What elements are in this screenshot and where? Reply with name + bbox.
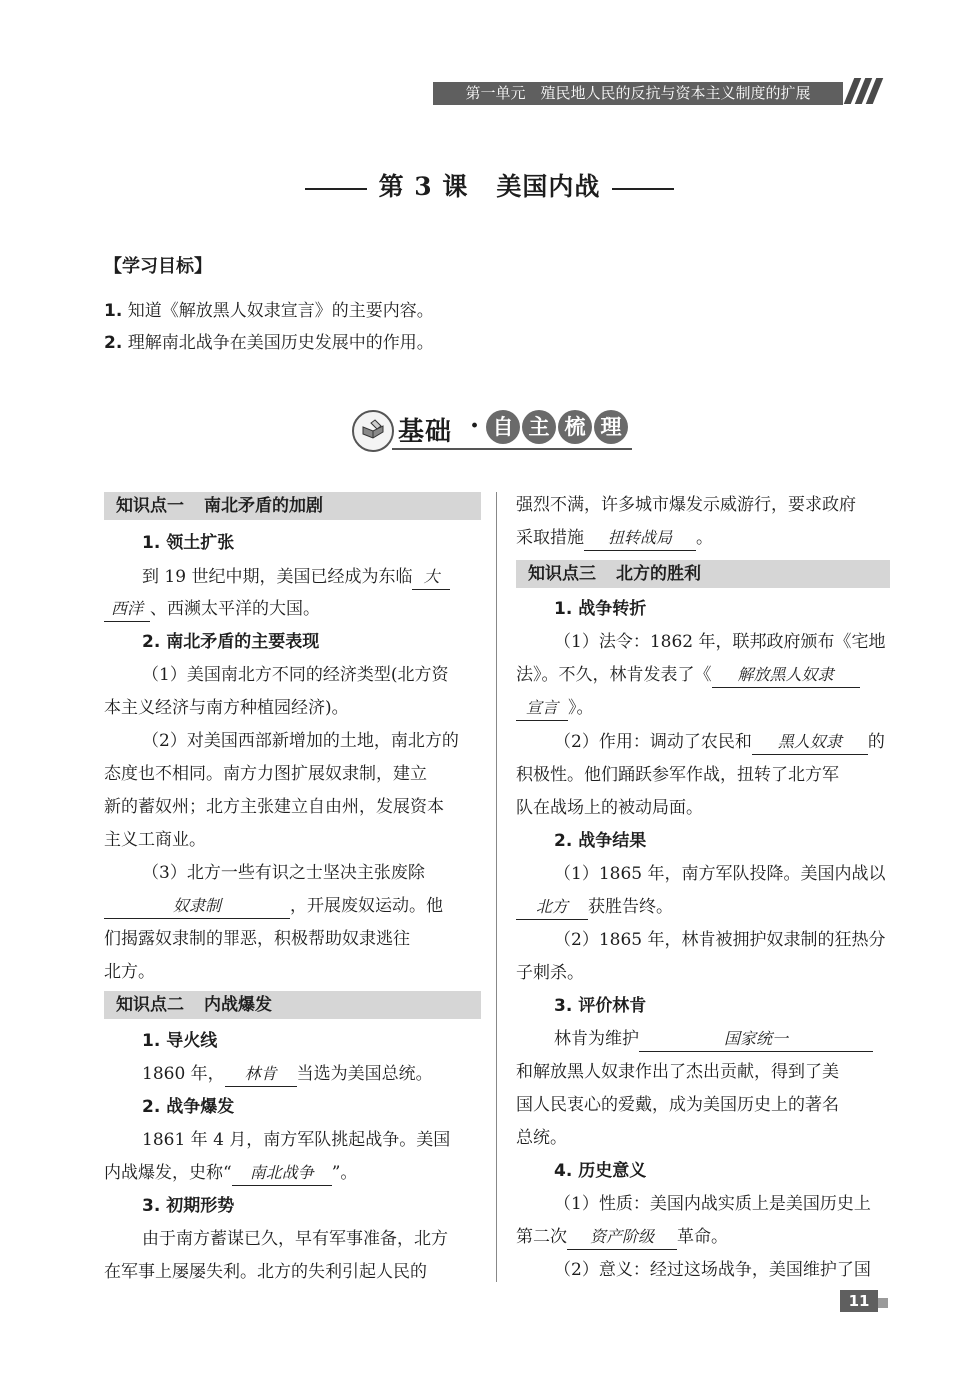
page-number-tab xyxy=(878,1298,888,1308)
banner-char: 主 xyxy=(522,410,556,444)
subheading: 4. 历史意义 xyxy=(554,1161,647,1181)
text: 、西濒太平洋的大国。 xyxy=(150,599,320,619)
text-line: 北方。 xyxy=(104,962,155,982)
text-line: 积极性。他们踊跃参军作战，扭转了北方军 xyxy=(516,765,839,785)
unit-header: 第一单元 殖民地人民的反抗与资本主义制度的扩展 xyxy=(433,82,843,105)
answer-blank: 资产阶级 xyxy=(567,1225,677,1250)
kp-label: 知识点一 xyxy=(116,496,184,516)
section-banner xyxy=(352,408,642,454)
answer-blank: 扭转战局 xyxy=(584,526,696,551)
text-line: （3）北方一些有识之士坚决主张废除 xyxy=(142,863,425,883)
text-line xyxy=(554,1024,873,1054)
kp-title: 南北矛盾的加剧 xyxy=(204,496,323,516)
kp-title: 内战爆发 xyxy=(204,995,272,1015)
subheading: 3. 评价林肯 xyxy=(554,996,647,1016)
answer-blank: 林肯 xyxy=(225,1062,297,1087)
goal-number: 2. xyxy=(104,333,123,353)
text: 第二次 xyxy=(516,1227,567,1247)
text-line: （2）对美国西部新增加的土地，南北方的 xyxy=(142,731,459,751)
text-line: （1）1865 年，南方军队投降。美国内战以 xyxy=(554,864,886,884)
knowledge-point-2 xyxy=(104,991,481,1019)
text-line: 本主义经济与南方种植园经济)。 xyxy=(104,698,349,718)
text: ，开展废奴运动。他 xyxy=(290,896,443,916)
text: 1860 年， xyxy=(142,1064,225,1084)
text-line: 由于南方蓄谋已久，早有军事准备，北方 xyxy=(142,1229,448,1249)
answer-blank: 黑人奴隶 xyxy=(752,730,868,755)
text: 的 xyxy=(867,732,885,752)
answer-blank: 解放黑人奴隶 xyxy=(712,663,860,688)
text-line: 总统。 xyxy=(516,1128,567,1148)
text-line xyxy=(516,523,713,553)
banner-char: 自 xyxy=(486,410,520,444)
text-line xyxy=(142,562,450,592)
text-line xyxy=(516,660,860,690)
goal-item xyxy=(104,296,434,321)
subheading: 1. 导火线 xyxy=(142,1031,218,1051)
text-line: 在军事上屡屡失利。北方的失利引起人民的 xyxy=(104,1262,427,1282)
subheading: 2. 南北矛盾的主要表现 xyxy=(142,632,320,652)
lesson-title xyxy=(0,167,979,203)
answer-blank: 大 xyxy=(412,565,450,590)
lesson-number: 第 3 课 xyxy=(378,172,469,201)
text: 获胜告终。 xyxy=(588,897,673,917)
column-divider xyxy=(496,492,497,1282)
text-line xyxy=(104,891,443,921)
text-line xyxy=(142,1059,433,1089)
goal-text: 理解南北战争在美国历史发展中的作用。 xyxy=(127,333,434,353)
kp-title: 北方的胜利 xyxy=(616,564,701,584)
answer-blank: 西洋 xyxy=(104,597,150,622)
text-line: 态度也不相同。南方力图扩展奴隶制，建立 xyxy=(104,764,427,784)
goals-heading: 【学习目标】 xyxy=(104,256,212,277)
text: 。 xyxy=(696,528,713,548)
goal-item xyxy=(104,328,434,353)
banner-char: 理 xyxy=(594,410,628,444)
text-line xyxy=(516,1222,728,1252)
text-line xyxy=(104,1158,357,1188)
text: 革命。 xyxy=(677,1227,728,1247)
text-line: 们揭露奴隶制的罪恶，积极帮助奴隶逃往 xyxy=(104,929,410,949)
text-line: 1861 年 4 月，南方军队挑起战争。美国 xyxy=(142,1130,451,1150)
answer-blank: 宣言 xyxy=(516,696,568,721)
subheading: 2. 战争爆发 xyxy=(142,1097,235,1117)
answer-blank: 南北战争 xyxy=(232,1161,332,1186)
text-line: （2）意义：经过这场战争，美国维护了国 xyxy=(554,1260,871,1280)
banner-underline xyxy=(392,448,632,450)
text-line xyxy=(516,693,594,723)
page-number: 11 xyxy=(840,1290,878,1312)
text-line: 强烈不满，许多城市爆发示威游行，要求政府 xyxy=(516,495,856,515)
text: 当选为美国总统。 xyxy=(296,1064,433,1084)
subheading: 3. 初期形势 xyxy=(142,1196,235,1216)
answer-blank: 国家统一 xyxy=(639,1027,873,1052)
banner-char: 梳 xyxy=(558,410,592,444)
knowledge-point-1 xyxy=(104,492,481,520)
text-line: 新的蓄奴州；北方主张建立自由州，发展资本 xyxy=(104,797,444,817)
text: （2）作用：调动了农民和 xyxy=(554,732,752,752)
text-line: （1）性质：美国内战实质上是美国历史上 xyxy=(554,1194,871,1214)
text: 采取措施 xyxy=(516,528,584,548)
text-line: 主义工商业。 xyxy=(104,830,206,850)
text-line: 国人民衷心的爱戴，成为美国历史上的著名 xyxy=(516,1095,839,1115)
text: 林肯为维护 xyxy=(554,1029,639,1049)
banner-dot: · xyxy=(470,411,480,441)
text-line: （1）法令：1862 年，联邦政府颁布《宅地 xyxy=(554,632,886,652)
text-line: 子刺杀。 xyxy=(516,963,584,983)
subheading: 1. 战争转折 xyxy=(554,599,647,619)
text: ”。 xyxy=(331,1163,358,1183)
subheading: 1. 领土扩张 xyxy=(142,533,235,553)
text-line: 和解放黑人奴隶作出了杰出贡献，得到了美 xyxy=(516,1062,839,1082)
text-line: （2）1865 年，林肯被拥护奴隶制的狂热分 xyxy=(554,930,886,950)
title-dash-left xyxy=(305,188,367,190)
text: 到 19 世纪中期，美国已经成为东临 xyxy=(142,567,413,587)
banner-title: 基础 xyxy=(398,417,453,447)
text-line xyxy=(516,892,673,922)
subheading: 2. 战争结果 xyxy=(554,831,647,851)
text-line xyxy=(104,594,320,624)
text: 法》。不久，林肯发表了《 xyxy=(516,665,712,685)
answer-blank: 北方 xyxy=(516,895,588,920)
lesson-name: 美国内战 xyxy=(496,172,601,201)
goal-text: 知道《解放黑人奴隶宣言》的主要内容。 xyxy=(127,301,434,321)
knowledge-point-3 xyxy=(516,560,890,588)
text: 内战爆发，史称“ xyxy=(104,1163,232,1183)
text-line xyxy=(554,727,885,757)
answer-blank: 奴隶制 xyxy=(104,894,290,919)
title-dash-right xyxy=(612,188,674,190)
book-pen-icon xyxy=(352,410,394,452)
kp-label: 知识点三 xyxy=(528,564,596,584)
goal-number: 1. xyxy=(104,301,123,321)
kp-label: 知识点二 xyxy=(116,995,184,1015)
text: 》。 xyxy=(568,698,594,718)
text-line: （1）美国南北方不同的经济类型(北方资 xyxy=(142,665,449,685)
text-line: 队在战场上的被动局面。 xyxy=(516,798,703,818)
